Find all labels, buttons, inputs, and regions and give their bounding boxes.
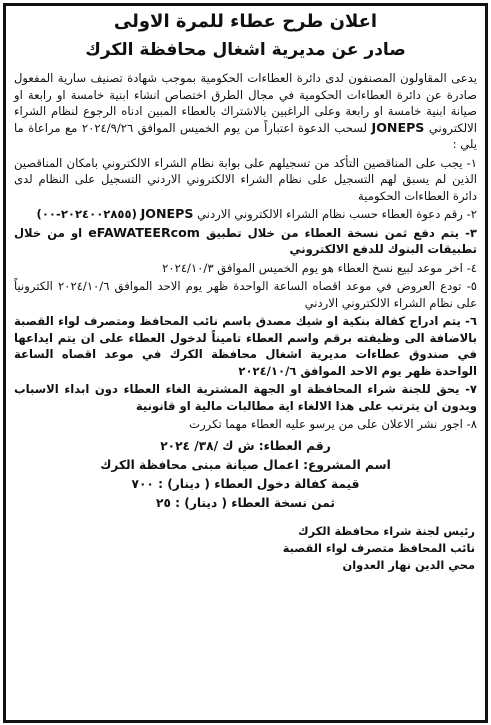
condition-item-1	[14, 155, 477, 205]
condition-item-4	[14, 260, 477, 277]
tender-number: رقم العطاء: ش ك /٣٨/ ٢٠٢٤	[160, 438, 331, 453]
payment-app-name: eFAWATEERcom	[88, 224, 200, 240]
invitation-number: (٢٠٢٤٠٠٢٨٥٥-٠٠)	[36, 207, 137, 221]
condition-item-6	[14, 313, 477, 379]
signatory-title-1: رئيس لجنة شراء محافظة الكرك	[298, 523, 475, 538]
condition-text: ٣- يتم دفع ثمن نسخة العطاء من خلال تطبيق	[206, 225, 477, 240]
signature-block	[14, 523, 475, 574]
intro-text-after: لسحب الدعوة اعتباراً من يوم الخميس الموافق ٢٠٢٤/٩/٢٦ مع مراعاة ما يلي :	[14, 120, 477, 151]
condition-item-3	[14, 225, 477, 258]
condition-text: ٢- رقم دعوة العطاء حسب نظام الشراء الالكتروني الاردني	[197, 207, 477, 221]
tender-copy-price: ثمن نسخة العطاء ( دينار) : ٢٥	[156, 495, 335, 510]
condition-text: ٥- تودع العروض في موعد اقصاه الساعة الواحدة ظهر يوم الاحد الموافق ٢٠٢٤/١٠/٦ الكترونياً على نظام الشراء الالكتروني الاردني	[14, 279, 477, 310]
condition-item-8	[14, 416, 477, 433]
system-name: JONEPS	[140, 206, 194, 221]
condition-item-5	[14, 278, 477, 311]
announcement-subtitle: صادر عن مديرية اشغال محافظة الكرك	[85, 40, 406, 60]
bid-bond-value: قيمة كفالة دخول العطاء ( دينار) : ٧٠٠	[131, 476, 360, 491]
condition-text: ١- يجب على المناقصين التأكد من تسجيلهم على بوابة نظام الشراء الالكتروني بامكان المناقصين الذين لم يسبق لهم التسجيل على نظام الشراء الالكتروني الاردني التسجيل على النظام لدى دائرة العطاءات الحكومية	[14, 155, 477, 203]
announcement-frame	[3, 3, 488, 723]
condition-text: ٦- يتم ادراج كفالة بنكية او شيك مصدق باسم نائب المحافظ ومتصرف لواء القصبة بالاضافة الى وظيفته برقم واسم العطاء تاميناً لدخول العطاء على ان يتم ايداعها في صندوق عطاءات مديرية اشغال محافظة الكرك في موعد اقصاه الساعة الواحدة ظهر يوم الاحد الموافق ٢٠٢٤/١٠/٦	[14, 314, 477, 378]
signatory-name: محي الدين نهار العدوان	[342, 557, 475, 572]
signatory-title-2: نائب المحافظ متصرف لواء القصبة	[282, 540, 475, 555]
project-name: اسم المشروع: اعمال صيانة مبنى محافظة الكرك	[100, 457, 391, 472]
intro-paragraph	[14, 70, 477, 153]
condition-text: ٧- يحق للجنة شراء المحافظة او الجهة المشترية الغاء العطاء دون ابداء الاسباب ويدون ان يترتب على هذا الالغاء اية مطالبات مالية او قانونية	[14, 382, 477, 413]
announcement-title: اعلان طرح عطاء للمرة الاولى	[113, 11, 378, 32]
condition-item-2	[14, 206, 477, 223]
condition-text-after: او من خلال تطبيقات البنوك للدفع الالكتروني	[14, 225, 477, 256]
system-name: JONEPS	[371, 119, 425, 135]
intro-text: يدعى المقاولون المصنفون لدى دائرة العطاءات الحكومية بموجب شهادة تصنيف سارية المفعول صادرة عن دائرة العطاءات الحكومية في مجال الطرق اختصاص انشاء ابنية خامسة او رابعة او صيانة ابنية خامسة او رابعة وعلى الراغبين بالاشتراك بالعطاء المبين ادناه الرجوع لنظام الشراء الالكتروني	[14, 71, 477, 135]
condition-item-7	[14, 381, 477, 414]
condition-text: ٨- اجور نشر الاعلان على من يرسو عليه العطاء مهما تكررت	[189, 417, 477, 431]
tender-details	[14, 437, 477, 513]
condition-text: ٤- اخر موعد لبيع نسخ العطاء هو يوم الخميس الموافق ٢٠٢٤/١٠/٣	[162, 260, 477, 275]
